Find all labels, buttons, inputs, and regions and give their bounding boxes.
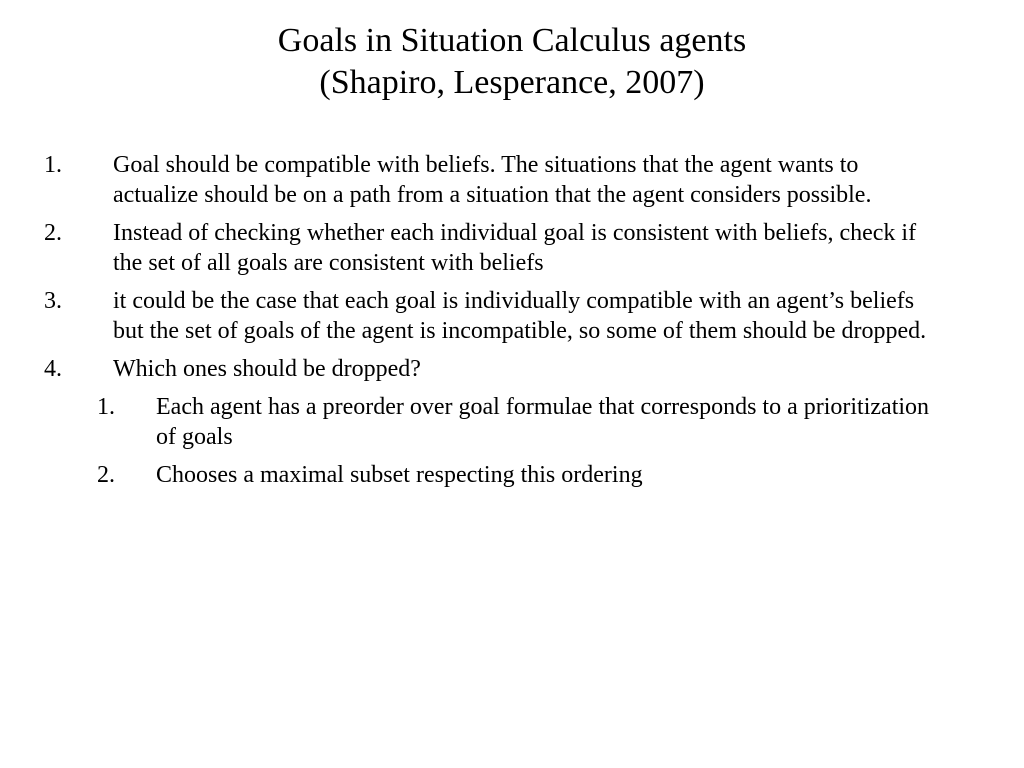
slide-title (0, 20, 1024, 104)
list-item-number: 2. (44, 220, 62, 246)
list-item-number: 4. (44, 356, 62, 382)
sub-list-item-number: 2. (97, 462, 115, 488)
title-line-2: (Shapiro, Lesperance, 2007) (319, 64, 705, 101)
list-item-2 (0, 218, 1024, 278)
list-item-4 (0, 354, 1024, 384)
list-item-1 (0, 150, 1024, 210)
list-item-3 (0, 286, 1024, 346)
sub-list-item-2 (0, 460, 1024, 490)
list-item-text: it could be the case that each goal is individually compatible with an agent’s beliefs but the set of goals of the agent is incompatible, so some of them should be dropped. (113, 288, 927, 344)
sub-list-item-1 (0, 392, 1024, 452)
sub-list-item-number: 1. (97, 394, 115, 420)
title-line-1: Goals in Situation Calculus agents (277, 22, 747, 59)
list-item-text: Goal should be compatible with beliefs. The situations that the agent wants to actualize should be on a path from a situation that the agent considers possible. (113, 152, 872, 208)
sub-list-item-text: Chooses a maximal subset respecting this ordering (156, 462, 643, 488)
list-item-number: 1. (44, 152, 62, 178)
list-item-text: Instead of checking whether each individual goal is consistent with beliefs, check if the set of all goals are consistent with beliefs (113, 220, 917, 276)
sub-list-item-text: Each agent has a preorder over goal formulae that corresponds to a prioritization of goals (156, 394, 930, 450)
list-item-number: 3. (44, 288, 62, 314)
numbered-list (0, 150, 1024, 498)
list-item-text: Which ones should be dropped? (113, 356, 421, 382)
